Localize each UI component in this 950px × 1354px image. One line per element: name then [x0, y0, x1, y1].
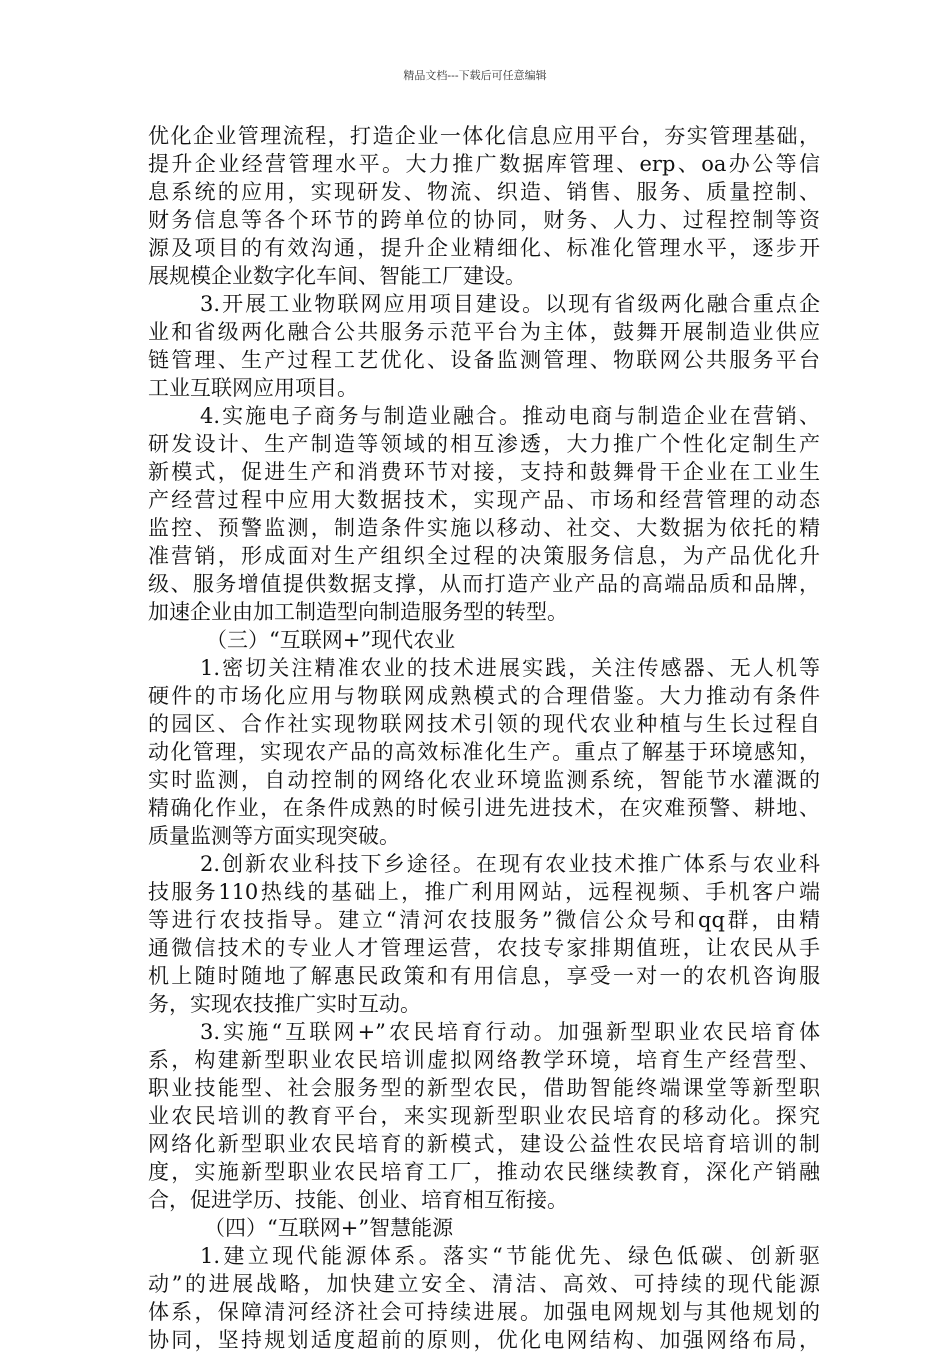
text-line: （三）“互联网+”现代农业: [206, 628, 456, 652]
text-line: 工业互联网应用项目。: [148, 376, 358, 400]
text-line: 系，构建新型职业农民培训虚拟网络教学环境，培育生产经营型、: [148, 1048, 820, 1072]
text-line: 协同，坚持规划适度超前的原则，优化电网结构、加强网络布局，: [148, 1328, 820, 1352]
text-line: 1.密切关注精准农业的技术进展实践，关注传感器、无人机等: [200, 656, 820, 680]
text-line: 链管理、生产过程工艺优化、设备监测管理、物联网公共服务平台: [148, 348, 820, 372]
text-line: 体系，保障清河经济社会可持续进展。加强电网规划与其他规划的: [148, 1300, 820, 1324]
text-line: 新模式，促进生产和消费环节对接，支持和鼓舞骨干企业在工业生: [148, 460, 820, 484]
text-line: 业农民培训的教育平台，来实现新型职业农民培育的移动化。探究: [148, 1104, 820, 1128]
text-line: 机上随时随地了解惠民政策和有用信息，享受一对一的农机咨询服: [148, 964, 820, 988]
text-line: 职业技能型、社会服务型的新型农民，借助智能终端课堂等新型职: [148, 1076, 820, 1100]
page-header: 精品文档---下载后可任意编辑: [403, 69, 547, 82]
text-line: 息系统的应用，实现研发、物流、织造、销售、服务、质量控制、: [148, 180, 820, 204]
text-line: 研发设计、生产制造等领域的相互渗透，大力推广个性化定制生产: [148, 432, 820, 456]
text-line: 2.创新农业科技下乡途径。在现有农业技术推广体系与农业科: [200, 852, 820, 876]
text-line: 技服务110热线的基础上，推广利用网站，远程视频、手机客户端: [148, 880, 820, 904]
text-line: 加速企业由加工制造型向制造服务型的转型。: [148, 600, 568, 624]
text-line: 业和省级两化融合公共服务示范平台为主体，鼓舞开展制造业供应: [148, 320, 820, 344]
text-line: 源及项目的有效沟通，提升企业精细化、标准化管理水平，逐步开: [148, 236, 820, 260]
text-line: 度，实施新型职业农民培育工厂，推动农民继续教育，深化产销融: [148, 1160, 820, 1184]
text-line: 级、服务增值提供数据支撑，从而打造产业产品的高端品质和品牌，: [148, 572, 820, 596]
text-line: 硬件的市场化应用与物联网成熟模式的合理借鉴。大力推动有条件: [148, 684, 820, 708]
text-line: 的园区、合作社实现物联网技术引领的现代农业种植与生长过程自: [148, 712, 820, 736]
text-line: 务，实现农技推广实时互动。: [148, 992, 421, 1016]
text-line: 动化管理，实现农产品的高效标准化生产。重点了解基于环境感知，: [148, 740, 820, 764]
text-line: 财务信息等各个环节的跨单位的协同，财务、人力、过程控制等资: [148, 208, 820, 232]
text-line: 实时监测，自动控制的网络化农业环境监测系统，智能节水灌溉的: [148, 768, 820, 792]
text-line: 1.建立现代能源体系。落实“节能优先、绿色低碳、创新驱: [200, 1244, 820, 1268]
text-line: 合，促进学历、技能、创业、培育相互衔接。: [148, 1188, 568, 1212]
text-line: 产经营过程中应用大数据技术，实现产品、市场和经营管理的动态: [148, 488, 820, 512]
text-line: 3.实施“互联网+”农民培育行动。加强新型职业农民培育体: [200, 1020, 820, 1044]
text-line: 精确化作业，在条件成熟的时候引进先进技术，在灾难预警、耕地、: [148, 796, 820, 820]
text-line: 质量监测等方面实现突破。: [148, 824, 400, 848]
text-line: 监控、预警监测，制造条件实施以移动、社交、大数据为依托的精: [148, 516, 820, 540]
text-line: 提升企业经营管理水平。大力推广数据库管理、erp、oa办公等信: [148, 152, 820, 176]
document-body: [148, 122, 820, 1354]
text-line: 通微信技术的专业人才管理运营，农技专家排期值班，让农民从手: [148, 936, 820, 960]
text-line: 准营销，形成面对生产组织全过程的决策服务信息，为产品优化升: [148, 544, 820, 568]
text-line: 动”的进展战略，加快建立安全、清洁、高效、可持续的现代能源: [148, 1272, 820, 1296]
text-line: （四）“互联网+”智慧能源: [204, 1216, 454, 1240]
text-line: 优化企业管理流程，打造企业一体化信息应用平台，夯实管理基础，: [148, 124, 820, 148]
text-line: 展规模企业数字化车间、智能工厂建设。: [148, 264, 526, 288]
text-line: 网络化新型职业农民培育的新模式，建设公益性农民培育培训的制: [148, 1132, 820, 1156]
text-line: 等进行农技指导。建立“清河农技服务”微信公众号和qq群，由精: [148, 908, 820, 932]
text-line: 4.实施电子商务与制造业融合。推动电商与制造企业在营销、: [200, 404, 820, 428]
text-line: 3.开展工业物联网应用项目建设。以现有省级两化融合重点企: [200, 292, 820, 316]
